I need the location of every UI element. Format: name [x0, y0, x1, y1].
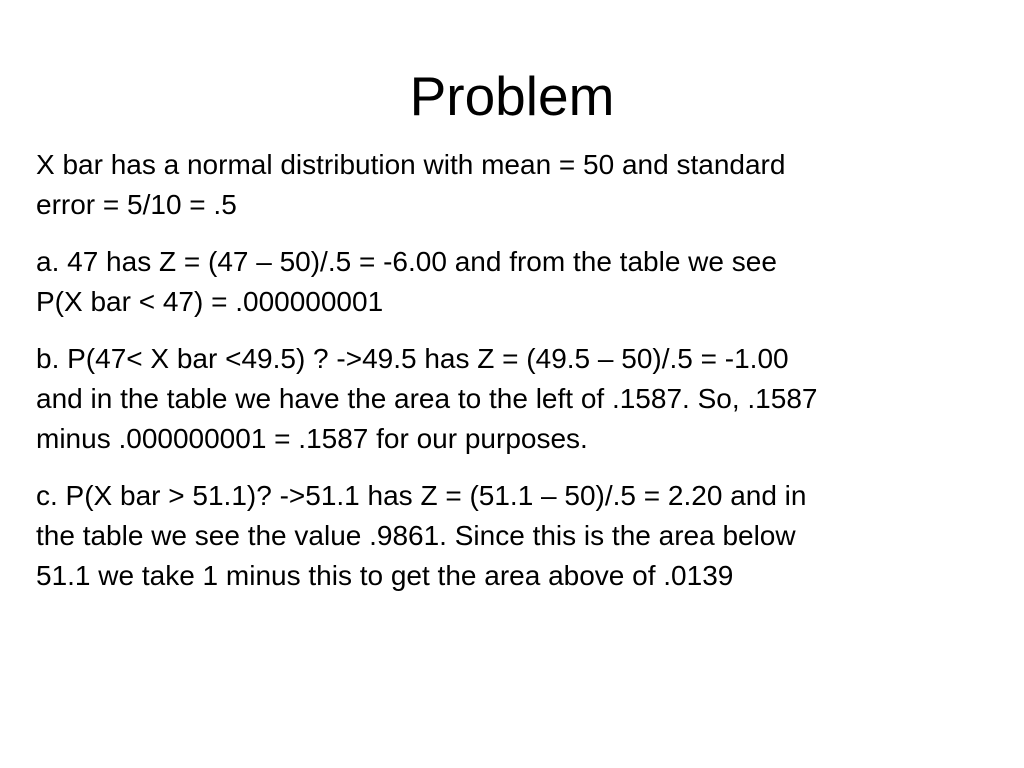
text-line: and in the table we have the area to the left of .1587. So, .1587 — [36, 383, 818, 414]
text-line: 51.1 we take 1 minus this to get the area above of .0139 — [36, 560, 734, 591]
slide-body — [36, 145, 1011, 613]
paragraph-intro — [36, 145, 1011, 225]
text-line: X bar has a normal distribution with mean = 50 and standard — [36, 149, 786, 180]
text-line: c. P(X bar > 51.1)? ->51.1 has Z = (51.1 – 50)/.5 = 2.20 and in — [36, 480, 807, 511]
paragraph-part-a — [36, 242, 1011, 322]
text-line: a. 47 has Z = (47 – 50)/.5 = -6.00 and from the table we see — [36, 246, 777, 277]
slide-title: Problem — [409, 65, 615, 127]
paragraph-part-c — [36, 476, 1011, 596]
text-line: the table we see the value .9861. Since this is the area below — [36, 520, 796, 551]
text-line: P(X bar < 47) = .000000001 — [36, 286, 384, 317]
paragraph-part-b — [36, 339, 1011, 459]
text-line: b. P(47< X bar <49.5) ? ->49.5 has Z = (49.5 – 50)/.5 = -1.00 — [36, 343, 789, 374]
text-line: minus .000000001 = .1587 for our purposes. — [36, 423, 588, 454]
text-line: error = 5/10 = .5 — [36, 189, 237, 220]
